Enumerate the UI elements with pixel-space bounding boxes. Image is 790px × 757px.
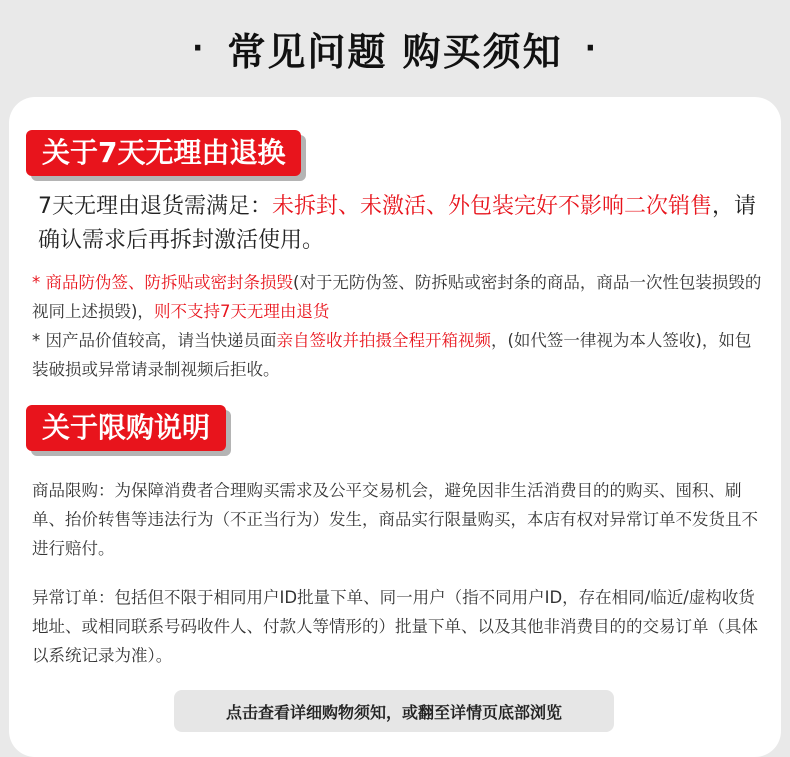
return-note-seal-text: (对于无防伪签、防拆贴或密封条的商品，商品一次性包装损毁的视同上述损毁)， [32, 273, 762, 321]
title-dot-left: · [191, 30, 206, 66]
return-note-signing-tail: ，(如代签一律视为本人签收)，如包装破损或异常请录制视频后拒收。 [32, 331, 752, 379]
page-title-bar [0, 0, 790, 96]
section-tag-purchase-limit: 关于限购说明 [26, 405, 226, 451]
return-conditions-lead: 7天无理由退货需满足： [38, 194, 272, 219]
abnormal-order-paragraph: 异常订单：包括但不限于相同用户ID批量下单、同一用户（指不同用户ID，存在相同/临近/虚构收货地址、或相同联系号码收件人、付款人等情形的）批量下单、以及其他非消费目的的交易订单（具体以系统记录为准）。 [32, 588, 758, 665]
return-note-seal [32, 268, 762, 326]
return-note-seal-conclusion: 则不支持7天无理由退货 [153, 302, 330, 321]
return-conditions-tail: ，请确认需求后再拆封激活使用。 [38, 194, 757, 253]
purchase-limit-paragraph: 商品限购：为保障消费者合理购买需求及公平交易机会，避免因非生活消费目的的购买、囤积、刷单、抬价转售等违法行为（不正当行为）发生，商品实行限量购买，本店有权对异常订单不发货且不进行赔付。 [32, 481, 758, 558]
view-purchase-notes-button[interactable]: 点击查看详细购物须知，或翻至详情页底部浏览 [174, 690, 614, 732]
return-note-signing-lead: * 因产品价值较高，请当快递员面 [32, 331, 277, 350]
section-tag-return-policy: 关于7天无理由退换 [26, 130, 301, 176]
return-conditions-highlight: 未拆封、未激活、外包装完好不影响二次销售 [272, 194, 713, 219]
page-title: 常见问题 购买须知 [227, 29, 563, 74]
return-note-signing-highlight: 亲自签收并拍摄全程开箱视频 [276, 331, 491, 350]
return-note-seal-highlight: * 商品防伪签、防拆贴或密封条损毁 [32, 273, 293, 292]
return-conditions-paragraph [38, 190, 768, 258]
return-note-signing [32, 326, 762, 384]
title-dot-right: · [584, 30, 599, 66]
